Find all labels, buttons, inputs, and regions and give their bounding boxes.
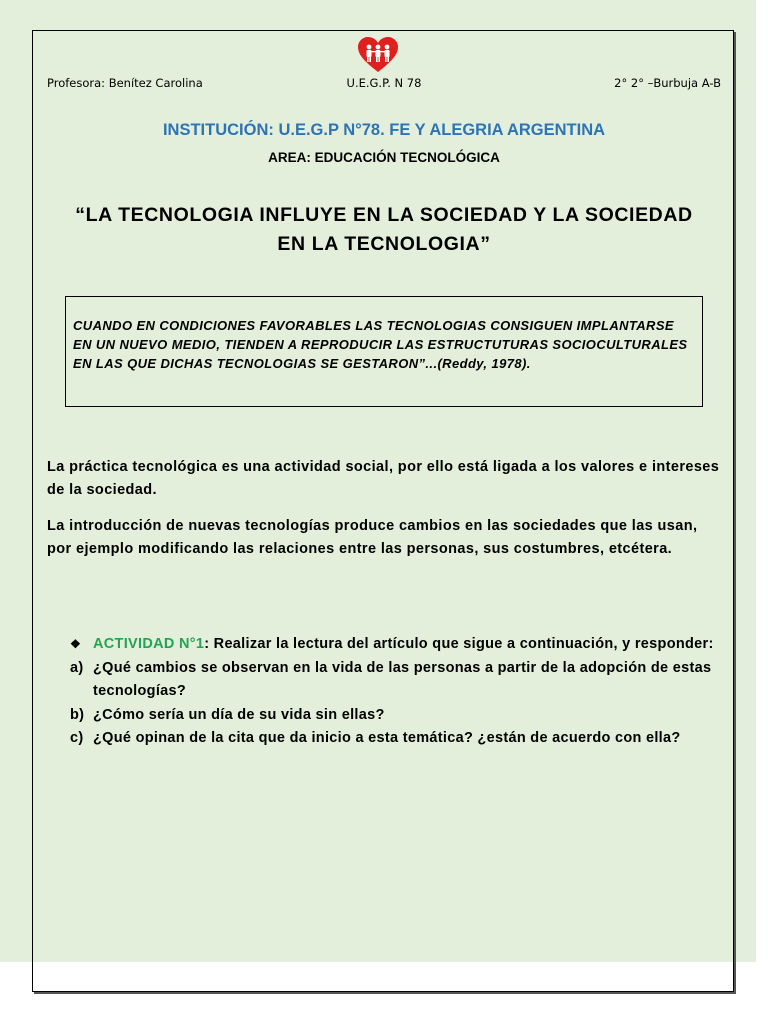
question-text: ¿Qué cambios se observan en la vida de las personas a partir de la adopción de estas tecnologías? xyxy=(93,659,712,699)
quote-box xyxy=(65,296,703,407)
intro-paragraph-2: La introducción de nuevas tecnologías produce cambios en las sociedades que las usan, por ejemplo modificando las relaciones entre las personas, sus costumbres, etcétera. xyxy=(47,518,698,557)
intro-paragraph-1: La práctica tecnológica es una actividad social, por ello está ligada a los valores e intereses de la sociedad. xyxy=(47,459,720,498)
institution-title: INSTITUCIÓN: U.E.G.P N°78. FE Y ALEGRIA ARGENTINA xyxy=(162,121,606,139)
grade-group: 2° 2° –Burbuja A-B xyxy=(614,76,721,90)
activity-instruction: : Realizar la lectura del artículo que sigue a continuación, y responder: xyxy=(204,636,714,652)
question-marker: c) xyxy=(70,730,84,746)
fe-y-alegria-heart-logo xyxy=(357,36,399,74)
main-title: “LA TECNOLOGIA INFLUYE EN LA SOCIEDAD Y LA SOCIEDAD EN LA TECNOLOGIA” xyxy=(75,204,693,255)
question-item xyxy=(70,704,720,728)
question-item xyxy=(70,657,720,704)
teacher-name: Profesora: Benítez Carolina xyxy=(47,76,203,90)
activity-label: ACTIVIDAD N°1 xyxy=(93,636,205,652)
activity-heading xyxy=(70,633,720,657)
question-marker: a) xyxy=(70,659,84,676)
question-item xyxy=(70,727,720,751)
question-marker: b) xyxy=(70,706,85,723)
question-text: ¿Qué opinan de la cita que da inicio a esta temática? ¿están de acuerdo con ella? xyxy=(93,730,681,746)
quote-text: CUANDO EN CONDICIONES FAVORABLES LAS TECNOLOGIAS CONSIGUEN IMPLANTARSE EN UN NUEVO MEDIO, TIENDEN A REPRODUCIR LAS ESTRUCTUTURAS SOCIOCULTURALES EN LAS QUE DICHAS TECNOLOGIAS SE GESTARON”...(Reddy, 1978). xyxy=(73,318,688,371)
diamond-bullet-icon: ❖ xyxy=(70,637,82,651)
question-text: ¿Cómo sería un día de su vida sin ellas? xyxy=(93,706,385,723)
school-name: U.E.G.P. N 78 xyxy=(346,76,422,90)
area-subtitle: AREA: EDUCACIÓN TECNOLÓGICA xyxy=(268,150,500,165)
page-border xyxy=(32,30,734,992)
activity-section xyxy=(70,633,720,751)
